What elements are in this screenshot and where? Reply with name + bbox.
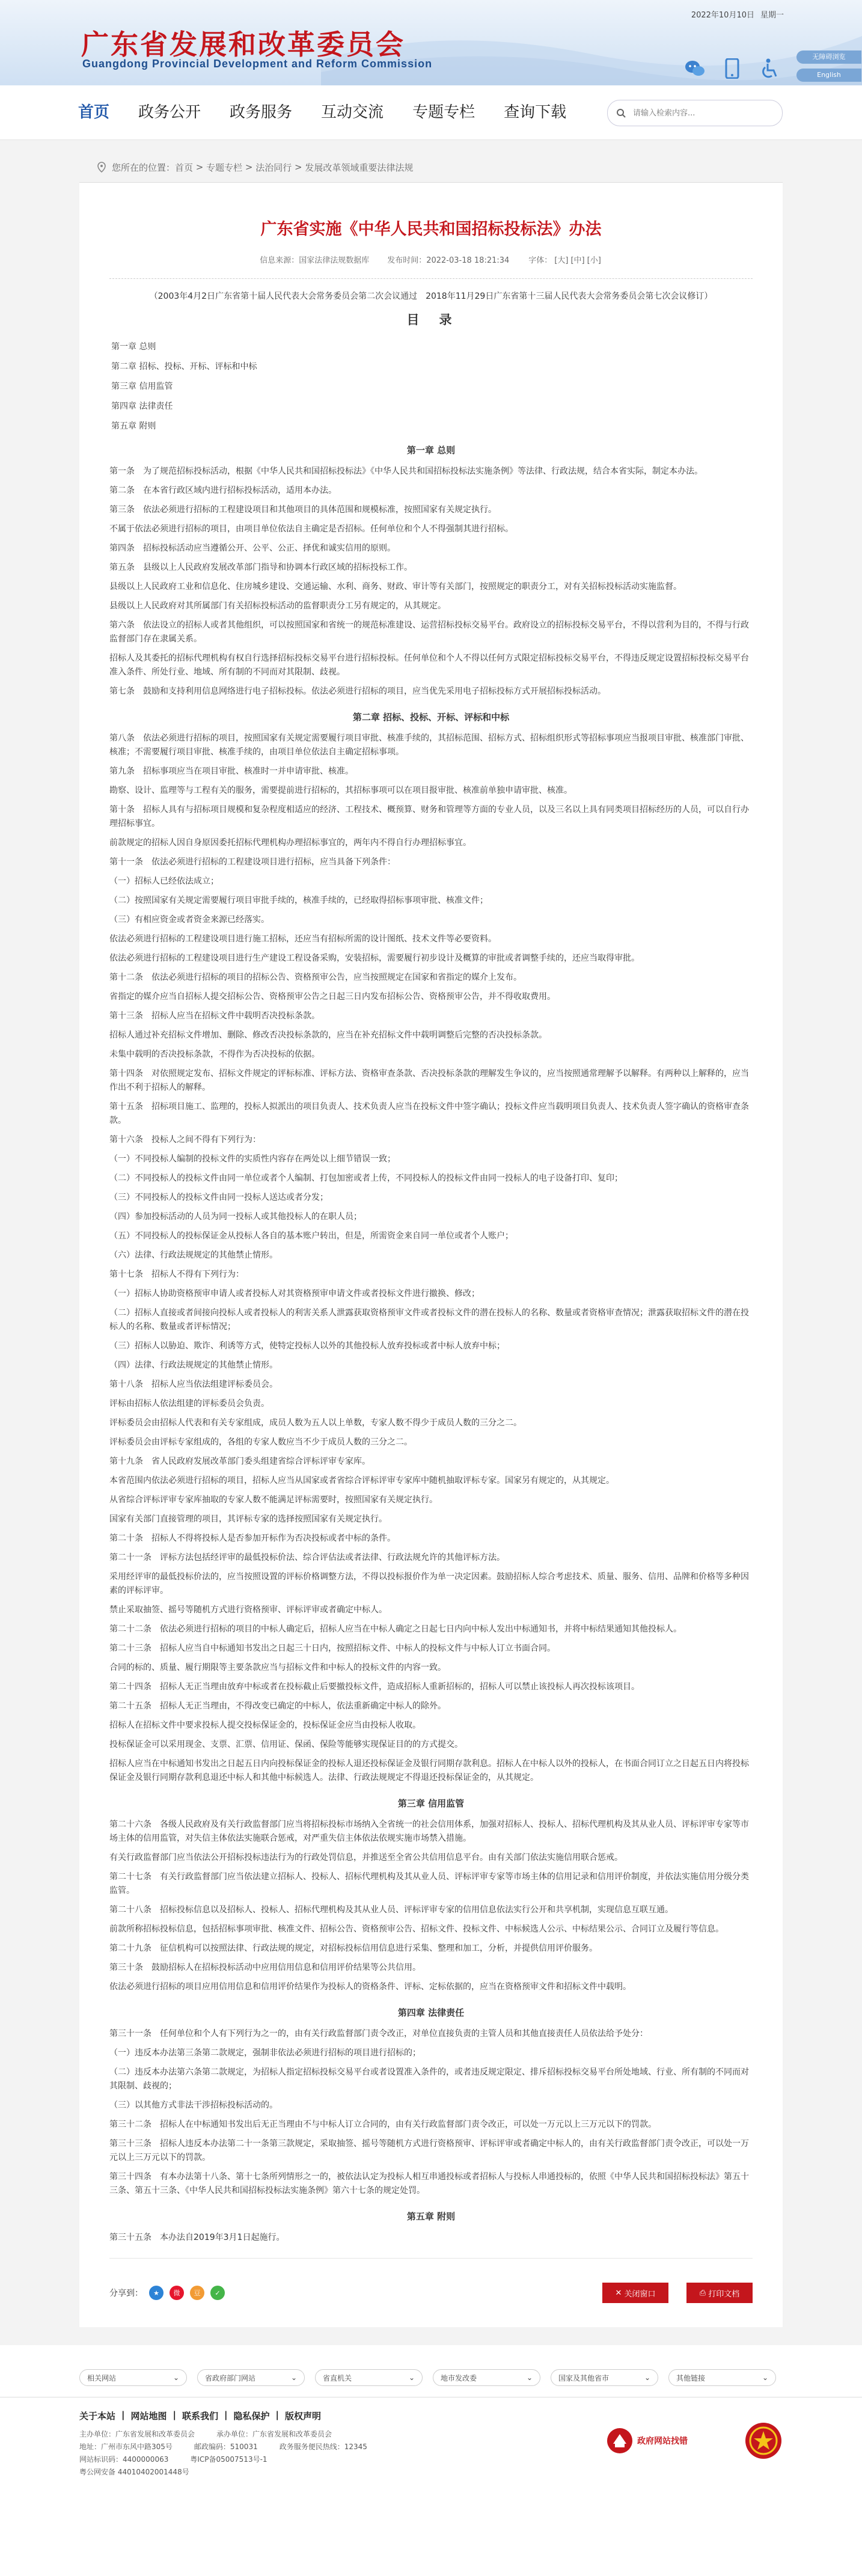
paragraph: （一）违反本办法第三条第二款规定，强制非依法必须进行招标的项目进行招标的； bbox=[109, 2048, 421, 2058]
site-header bbox=[0, 0, 862, 85]
article-body bbox=[109, 444, 753, 2245]
paragraph: 第二十六条 各级人民政府及有关行政监督部门应当将招标投标市场纳入全省统一的社会信用体系，加强对招标人、投标人、招标代理机构及其从业人员、评标评审专家等市场主体的信用监管，对失信主体依法实施联合惩戒，对严重失信主体依法依规实施市场禁入措施。 bbox=[109, 1820, 749, 1843]
chevron-down-icon: ⌄ bbox=[408, 2373, 415, 2382]
paragraph: 第八条 依法必须进行招标的项目，按照国家有关规定需要履行项目审批、核准手续的，其招标范围、招标方式、招标组织形式等招标事项应当报项目审批、核准部门审批、核准；不需要履行项目审批、核准手续的，由项目单位依法自主确定招标事项。 bbox=[109, 733, 749, 757]
paragraph: （二）按照国家有关规定需要履行项目审批手续的，核准手续的，已经取得招标事项审批、核准文件； bbox=[109, 896, 488, 905]
paragraph: 评标委员会由评标专家组成的，各组的专家人数应当不少于成员人数的三分之二。 bbox=[109, 1437, 412, 1447]
nav-gov-service[interactable]: 政务服务 bbox=[230, 103, 293, 121]
footer-privacy[interactable]: 隐私保护 bbox=[233, 2411, 270, 2422]
site-logo-en: Guangdong Provincial Development and Reform Commission bbox=[82, 58, 433, 70]
chapter-heading: 第二章 招标、投标、开标、评标和中标 bbox=[352, 712, 510, 723]
chevron-down-icon: ⌄ bbox=[526, 2373, 533, 2382]
footer-sitemap[interactable]: 网站地图 bbox=[130, 2411, 167, 2422]
paragraph: 合同的标的、质量、履行期限等主要条款应当与招标文件和中标人的投标文件的内容一致。 bbox=[109, 1663, 446, 1672]
paragraph: 有关行政监督部门应当依法公开招标投标违法行为的行政处罚信息，并推送至全省公共信用信息平台。由有关部门依法实施信用联合惩戒。 bbox=[109, 1853, 623, 1862]
link-select[interactable] bbox=[197, 2369, 305, 2386]
paragraph: 第二十五条 招标人无正当理由，不得改变已确定的中标人，依法重新确定中标人的除外。 bbox=[109, 1701, 446, 1711]
chapter-heading: 第三章 信用监管 bbox=[397, 1798, 465, 1809]
article-note: （2003年4月2日广东省第十届人民代表大会常务委员会第二次会议通过 2018年11月29日广东省第十三届人民代表大会常务委员会第七次会议修订） bbox=[149, 292, 713, 301]
paragraph: 第三条 依法必须进行招标的工程建设项目和其他项目的具体范围和规模标准，按照国家有关规定执行。 bbox=[109, 505, 497, 515]
search-box[interactable] bbox=[607, 100, 783, 126]
paragraph: （一）招标人已经依法成立； bbox=[109, 877, 219, 886]
nav-downloads[interactable]: 查询下载 bbox=[504, 103, 567, 121]
footer-address: 地址：广州市东风中路305号 邮政编码：510031 政务服务便民热线：12345 bbox=[79, 2443, 367, 2451]
breadcrumb-law[interactable]: 法治同行 bbox=[255, 162, 292, 173]
nav-topics[interactable]: 专题专栏 bbox=[412, 103, 475, 121]
font-size-mid[interactable]: [中] bbox=[570, 256, 585, 265]
link-select[interactable] bbox=[551, 2369, 658, 2386]
share-links bbox=[109, 2286, 225, 2300]
nav-home[interactable]: 首页 bbox=[78, 103, 110, 121]
font-size-small[interactable]: [小] bbox=[587, 256, 601, 265]
paragraph: 第九条 招标事项应当在项目审批、核准时一并申请审批、核准。 bbox=[109, 766, 353, 776]
breadcrumb-label: 您所在的位置： bbox=[112, 162, 176, 173]
paragraph: 第一条 为了规范招标投标活动，根据《中华人民共和国招标投标法》《中华人民共和国招标投标法实施条例》等法律、行政法规，结合本省实际，制定本办法。 bbox=[109, 467, 703, 476]
paragraph: 第十九条 省人民政府发展改革部门委头组建省综合评标评审专家库。 bbox=[109, 1457, 370, 1466]
paragraph: 第三十五条 本办法自2019年3月1日起施行。 bbox=[109, 2233, 285, 2242]
link-select-label: 地市发改委 bbox=[441, 2373, 477, 2382]
paragraph: （二）招标人直接或者间接向投标人或者投标人的利害关系人泄露获取资格预审文件或者投标文件的潜在投标人的名称、数量或者资格审查情况；泄露获取招标文件的潜在投标人的名称、数量或者评标情况； bbox=[109, 1308, 749, 1332]
footer-links: 关于本站 | 网站地图 | 联系我们 | 隐私保护 | 版权声明 bbox=[79, 2409, 322, 2422]
link-select[interactable] bbox=[668, 2369, 776, 2386]
paragraph: 县级以上人民政府工业和信息化、住房城乡建设、交通运输、水利、商务、财政、审计等有关部门，按照规定的职责分工，对有关招标投标活动实施监督。 bbox=[109, 582, 682, 592]
paragraph: 第三十二条 招标人在中标通知书发出后无正当理由不与中标人订立合同的，由有关行政监督部门责令改正，可以处一万元以上三万元以下的罚款。 bbox=[109, 2120, 656, 2129]
paragraph: 勘察、设计、监理等与工程有关的服务，需要提前进行招标的，其招标事项可以在项目报审批、核准前单独申请审批、核准。 bbox=[109, 786, 572, 795]
header-tools bbox=[684, 58, 780, 79]
font-size-label: 字体： bbox=[528, 256, 552, 265]
paragraph: 评标由招标人依法组建的评标委员会负责。 bbox=[109, 1399, 269, 1409]
link-select[interactable] bbox=[315, 2369, 423, 2386]
paragraph: 本省范围内依法必须进行招标的项目，招标人应当从国家或者省综合评标评审专家库中随机抽取评标专家。国家另有规定的，从其规定。 bbox=[109, 1476, 614, 1485]
paragraph: 第十六条 投标人之间不得有下列行为： bbox=[109, 1135, 261, 1145]
paragraph: 第十三条 招标人应当在招标文件中载明否决投标条款。 bbox=[109, 1011, 320, 1021]
paragraph: 第十七条 招标人不得有下列行为： bbox=[109, 1270, 244, 1279]
paragraph: 前款所称招标投标信息，包括招标事项审批、核准文件、招标公告、资格预审公告、招标文件、投标文件、中标候选人公示、中标结果公示、合同订立及履行等信息。 bbox=[109, 1924, 724, 1934]
divider bbox=[109, 278, 753, 279]
paragraph: 第二十八条 招标投标信息以及招标人、投标人、招标代理机构及其从业人员、评标评审专家的信用信息依法实行公开和共享机制，实现信息互联互通。 bbox=[109, 1905, 673, 1915]
paragraph: （六）法律、行政法规规定的其他禁止情形。 bbox=[109, 1250, 278, 1260]
chevron-down-icon: ⌄ bbox=[762, 2373, 768, 2382]
paragraph: （三）以其他方式非法干涉招标投标活动的。 bbox=[109, 2100, 278, 2110]
mobile-icon[interactable] bbox=[721, 58, 743, 79]
site-footer bbox=[0, 2397, 862, 2524]
wechat-icon[interactable] bbox=[684, 58, 706, 79]
toc-item: 第二章 招标、投标、开标、评标和中标 bbox=[111, 362, 257, 372]
paragraph: 第三十四条 有本办法第十八条、第十七条所列情形之一的，被依法认定为投标人相互串通投标或者招标人与投标人串通投标的，依照《中华人民共和国招标投标法》第五十三条、第五十三条、《中华人民共和国招标投标法实施条例》第六十七条的规定处罚。 bbox=[109, 2172, 749, 2195]
font-size-big[interactable]: [大] bbox=[554, 256, 569, 265]
paragraph: 第三十条 鼓励招标人在招标投标活动中应用信用信息和信用评价结果等公共信用。 bbox=[109, 1963, 421, 1972]
chapter-heading: 第四章 法律责任 bbox=[397, 2007, 465, 2018]
divider bbox=[109, 2258, 753, 2259]
paragraph: 采用经评审的最低投标价法的，应当按照设置的评标价格调整方法，不得以投标报价作为单一决定因素。鼓励招标人综合考虑技术、质量、服务、信用、品牌和价格等多种因素的评标评审。 bbox=[109, 1572, 749, 1595]
article-meta bbox=[109, 254, 753, 265]
paragraph: 县级以上人民政府对其所属部门有关招标投标活动的监督职责分工另有规定的，从其规定。 bbox=[109, 601, 446, 611]
related-links bbox=[0, 2345, 862, 2397]
location-icon bbox=[97, 162, 106, 173]
print-button[interactable]: ⎙ 打印文档 bbox=[686, 2283, 753, 2303]
chapter-heading: 第五章 附则 bbox=[406, 2211, 456, 2222]
chevron-down-icon: ⌄ bbox=[644, 2373, 650, 2382]
paragraph: 招标人在招标文件中要求投标人提交投标保证金的，投标保证金应当由投标人收取。 bbox=[109, 1721, 421, 1730]
search-input[interactable] bbox=[632, 108, 766, 118]
share-actions bbox=[602, 2283, 753, 2303]
article-title: 广东省实施《中华人民共和国招标投标法》办法 bbox=[260, 220, 602, 239]
toc-item: 第三章 信用监管 bbox=[111, 382, 173, 391]
share-bar bbox=[79, 2283, 783, 2327]
footer-copyright[interactable]: 版权声明 bbox=[285, 2411, 322, 2422]
footer-contact[interactable]: 联系我们 bbox=[182, 2411, 219, 2422]
nav-interaction[interactable]: 互动交流 bbox=[321, 103, 384, 121]
paragraph: 第十一条 依法必须进行招标的工程建设项目进行招标，应当具备下列条件： bbox=[109, 857, 396, 867]
paragraph: 第十二条 依法必须进行招标的项目的招标公告、资格预审公告，应当按照规定在国家和省指定的媒介上发布。 bbox=[109, 973, 522, 982]
link-select-label: 相关网站 bbox=[87, 2373, 117, 2382]
main-content bbox=[0, 183, 862, 2345]
article-source: 信息来源：国家法律法规数据库 bbox=[260, 256, 370, 265]
nav-gov-open[interactable]: 政务公开 bbox=[138, 103, 201, 121]
find-error-badge[interactable] bbox=[606, 2422, 696, 2459]
paragraph: 第二十二条 依法必须进行招标的项目的中标人确定后，招标人应当在中标人确定之日起七日内向中标人发出中标通知书，并将中标结果通知其他投标人。 bbox=[109, 1624, 682, 1634]
paragraph: 招标人应当在中标通知书发出之日起五日内向投标保证金的投标人退还投标保证金及银行同期存款利息。招标人在中标人以外的投标人，在书面合同订立之日起五日内将投标保证金及银行同期存款利息退还中标人和其他中标候选人。法律、行政法规规定不得退还投标保证金的，从其规定。 bbox=[109, 1759, 749, 1782]
paragraph: 第六条 依法设立的招标人或者其他组织，可以按照国家和省统一的规范标准建设、运营招标投标交易平台。政府设立的招标投标交易平台，不得以营利为目的，不得与行政监督部门存在隶属关系。 bbox=[109, 620, 749, 644]
paragraph: 前款规定的招标人因自身原因委托招标代理机构办理招标事宜的，两年内不得自行办理招标事宜。 bbox=[109, 838, 471, 848]
paragraph: 第十五条 招标项目施工、监理的，投标人拟派出的项目负责人、技术负责人应当在投标文件中签字确认；投标文件应当载明项目负责人、技术负责人签字确认的资格审查条款。 bbox=[109, 1102, 749, 1125]
paragraph: （一）不同投标人编制的投标文件的实质性内容存在两处以上细节错误一致； bbox=[109, 1154, 396, 1164]
party-emblem-icon[interactable] bbox=[744, 2422, 783, 2460]
breadcrumb-bar bbox=[0, 140, 862, 183]
paragraph: 投标保证金可以采用现金、支票、汇票、信用证、保函、保险等能够实现保证目的的方式提交。 bbox=[109, 1740, 463, 1749]
paragraph: 第五条 县级以上人民政府发展改革部门指导和协调本行政区域的招标投标工作。 bbox=[109, 563, 412, 572]
paragraph: 依法必须进行招标的工程建设项目进行生产建设工程设备采购，安装招标，需要履行初步设计及概算的审批或者调整手续的，还应当取得审批。 bbox=[109, 953, 640, 963]
paragraph: 第二十三条 招标人应当自中标通知书发出之日起三十日内，按照招标文件、中标人的投标文件与中标人订立书面合同。 bbox=[109, 1644, 555, 1653]
paragraph: 第十条 招标人具有与招标项目规模和复杂程度相适应的经济、工程技术、概预算、财务和管理等方面的专业人员，以及三名以上具有同类项目招标经历的人员，可以自行办理招标事宜。 bbox=[109, 805, 749, 828]
paragraph: 第三十三条 招标人违反本办法第二十一条第三款规定，采取抽签、摇号等随机方式进行资格预审、评标评审或者确定中标人的，由有关行政监督部门责令改正，可以处一万元以上三万元以下的罚款。 bbox=[109, 2139, 749, 2162]
link-select-label: 省政府部门网站 bbox=[205, 2373, 256, 2382]
accessible-browse-button[interactable]: 无障碍浏览 bbox=[796, 50, 861, 64]
paragraph: 依法必须进行招标的工程建设项目进行施工招标，还应当有招标所需的设计图纸、技术文件等必要资料。 bbox=[109, 934, 497, 944]
close-window-label: 关闭窗口 bbox=[624, 2289, 656, 2299]
footer-police-record: 粤公网安备 44010402001448号 bbox=[79, 2468, 189, 2476]
paragraph: （二）不同投标人的投标文件由同一单位或者个人编制、打包加密或者上传，不同投标人的投标文件由同一投标人的电子设备打印、复印； bbox=[109, 1173, 623, 1183]
toc-title: 目 录 bbox=[406, 313, 456, 327]
paragraph: 依法必须进行招标的项目应用信用信息和信用评价结果作为投标人的资格条件、评标、定标依据的，应当在资格预审文件和招标文件中载明。 bbox=[109, 1982, 631, 1992]
paragraph: （一）招标人协助资格预审申请人或者投标人对其资格预审申请文件或者投标文件进行撤换、修改； bbox=[109, 1289, 480, 1299]
print-label: 打印文档 bbox=[708, 2289, 740, 2299]
article-time: 发布时间：2022-03-18 18:21:34 bbox=[387, 256, 510, 265]
current-date bbox=[685, 8, 784, 20]
paragraph: 评标委员会由招标人代表和有关专家组成，成员人数为五人以上单数，专家人数不得少于成员人数的三分之二。 bbox=[109, 1418, 522, 1428]
paragraph: 第七条 鼓励和支持利用信息网络进行电子招标投标。依法必须进行招标的项目，应当优先采用电子招标投标方式开展招标投标活动。 bbox=[109, 687, 606, 696]
search-icon[interactable] bbox=[616, 108, 626, 118]
paragraph: 招标人通过补充招标文件增加、删除、修改否决投标条款的，应当在补充招标文件中载明调整后完整的否决投标条款。 bbox=[109, 1030, 547, 1040]
close-window-button[interactable]: ✕ 关闭窗口 bbox=[602, 2283, 668, 2303]
gov-site-icon bbox=[606, 2427, 634, 2455]
article bbox=[79, 183, 783, 2283]
footer-about[interactable]: 关于本站 bbox=[79, 2411, 116, 2422]
chevron-down-icon: ⌄ bbox=[290, 2373, 297, 2382]
paragraph: 国家有关部门直接管理的项目，其评标专家的选择按照国家有关规定执行。 bbox=[109, 1514, 387, 1524]
qzone-share-icon[interactable]: ★ bbox=[149, 2286, 164, 2300]
link-select[interactable] bbox=[433, 2369, 540, 2386]
link-select[interactable] bbox=[79, 2369, 187, 2386]
paragraph: 第三十一条 任何单位和个人有下列行为之一的，由有关行政监督部门责令改正，对单位直接负责的主管人员和其他直接责任人员依法给予处分： bbox=[109, 2029, 648, 2039]
footer-site-id: 网站标识码：4400000063 粤ICP备05007513号-1 bbox=[79, 2455, 267, 2464]
paragraph: 从省综合评标评审专家库抽取的专家人数不能满足评标需要时，按照国家有关规定执行。 bbox=[109, 1495, 438, 1505]
weibo-share-icon[interactable]: 微 bbox=[170, 2286, 184, 2300]
breadcrumb-home[interactable]: 首页 bbox=[175, 162, 194, 173]
link-select-label: 其他链接 bbox=[676, 2373, 706, 2382]
main-nav bbox=[0, 85, 862, 140]
paragraph: 第二十四条 招标人无正当理由放弃中标或者在投标截止后要撤投标文件，造成招标人重新招标的，招标人可以禁止该投标人再次投标该项目。 bbox=[109, 1682, 640, 1692]
english-button[interactable]: English bbox=[796, 69, 861, 82]
share-label: 分享到： bbox=[109, 2289, 143, 2298]
paragraph: （二）违反本办法第六条第二款规定，为招标人指定招标投标交易平台或者设置准入条件的，或者违反规定限定、排斥招标投标交易平台所处地域、行业、所有制的不同而对其限制、歧视的； bbox=[109, 2067, 749, 2091]
toc-item: 第四章 法律责任 bbox=[111, 402, 173, 411]
breadcrumb-topics[interactable]: 专题专栏 bbox=[206, 162, 243, 173]
paragraph: （三）有相应资金或者资金来源已经落实。 bbox=[109, 915, 269, 925]
paragraph: （五）不同投标人的投标保证金从投标人各自的基本账户转出，但是，所需资金来自同一单位或者个人账户； bbox=[109, 1231, 513, 1241]
footer-sponsor: 主办单位：广东省发展和改革委员会 承办单位：广东省发展和改革委员会 bbox=[79, 2430, 332, 2438]
paragraph: 未集中载明的否决投标条款，不得作为否决投标的依据。 bbox=[109, 1050, 320, 1059]
wechat-share-icon[interactable]: ✓ bbox=[210, 2286, 225, 2300]
weekday-text: 星期一 bbox=[760, 11, 784, 20]
footer-badges bbox=[606, 2422, 783, 2460]
paragraph: （四）法律、行政法规规定的其他禁止情形。 bbox=[109, 1360, 278, 1370]
table-of-contents bbox=[109, 340, 753, 432]
paragraph: 第十四条 对依照规定发布、招标文件规定的评标标准、评标方法、资格审查条款、否决投标条款的理解发生争议的，应当按照通常理解予以解释。有两种以上解释的，应当作出不利于招标人的解释。 bbox=[109, 1069, 749, 1092]
chevron-down-icon: ⌄ bbox=[173, 2373, 179, 2382]
douban-share-icon[interactable]: 豆 bbox=[190, 2286, 204, 2300]
paragraph: 第二十一条 评标方法包括经评审的最低投标价法、综合评估法或者法律、行政法规允许的其他评标方法。 bbox=[109, 1553, 505, 1562]
link-select-label: 省直机关 bbox=[323, 2373, 352, 2382]
breadcrumb: 您所在的位置： 首页 > 专题专栏 > 法治同行 > 发展改革领域重要法律法规 bbox=[79, 152, 783, 183]
paragraph: （三）不同投标人的投标文件由同一投标人送达或者分发； bbox=[109, 1193, 328, 1202]
find-error-label: 政府网站找错 bbox=[637, 2437, 688, 2446]
paragraph: （三）招标人以胁迫、欺诈、利诱等方式，使特定投标人以外的其他投标人放弃投标或者中标人放弃中标； bbox=[109, 1341, 505, 1351]
paragraph: 第十八条 招标人应当依法组建评标委员会。 bbox=[109, 1380, 278, 1389]
toc-item: 第一章 总则 bbox=[111, 342, 156, 352]
paragraph: 第二十条 招标人不得将投标人是否参加开标作为否决投标或者中标的条件。 bbox=[109, 1534, 396, 1543]
chapter-heading: 第一章 总则 bbox=[406, 445, 456, 456]
paragraph: 省指定的媒介应当自招标人提交招标公告、资格预审公告之日起三日内发布招标公告、资格预审公告，并不得收取费用。 bbox=[109, 992, 555, 1002]
link-selects bbox=[79, 2369, 783, 2386]
site-logo-cn[interactable]: 广东省发展和改革委员会 bbox=[81, 28, 405, 61]
paragraph: 招标人及其委托的招标代理机构有权自行选择招标投标交易平台进行招标投标。任何单位和个人不得以任何方式限定招标投标交易平台，不得违反规定设置招标投标交易平台准入条件、所处行业、地域、所有制的不同而对其限制、歧视。 bbox=[109, 653, 749, 677]
link-select-label: 国家及其他省市 bbox=[558, 2373, 610, 2382]
paragraph: 第二条 在本省行政区域内进行招标投标活动，适用本办法。 bbox=[109, 486, 337, 495]
paragraph: 不属于依法必须进行招标的项目，由项目单位依法自主确定是否招标。任何单位和个人不得强制其进行招标。 bbox=[109, 524, 513, 534]
font-size-controls bbox=[527, 254, 602, 265]
accessibility-icon[interactable] bbox=[759, 58, 780, 79]
breadcrumb-current[interactable]: 发展改革领域重要法律法规 bbox=[305, 162, 414, 173]
paragraph: （四）参加投标活动的人员为同一投标人或其他投标人的在职人员； bbox=[109, 1212, 362, 1222]
date-text: 2022年10月10日 bbox=[691, 11, 754, 20]
toc-item: 第五章 附则 bbox=[111, 421, 156, 431]
paragraph: 第二十七条 有关行政监督部门应当依法建立招标人、投标人、招标代理机构及其从业人员、评标评审专家等市场主体的信用记录和信用评价制度，并依法实施信用分级分类监管。 bbox=[109, 1872, 749, 1895]
paragraph: 禁止采取抽签、摇号等随机方式进行资格预审、评标评审或者确定中标人。 bbox=[109, 1605, 387, 1615]
paragraph: 第二十九条 征信机构可以按照法律、行政法规的规定，对招标投标信用信息进行采集、整理和加工，分析，并提供信用评价服务。 bbox=[109, 1944, 598, 1953]
paragraph: 第四条 招标投标活动应当遵循公开、公平、公正、择优和诚实信用的原则。 bbox=[109, 543, 396, 553]
